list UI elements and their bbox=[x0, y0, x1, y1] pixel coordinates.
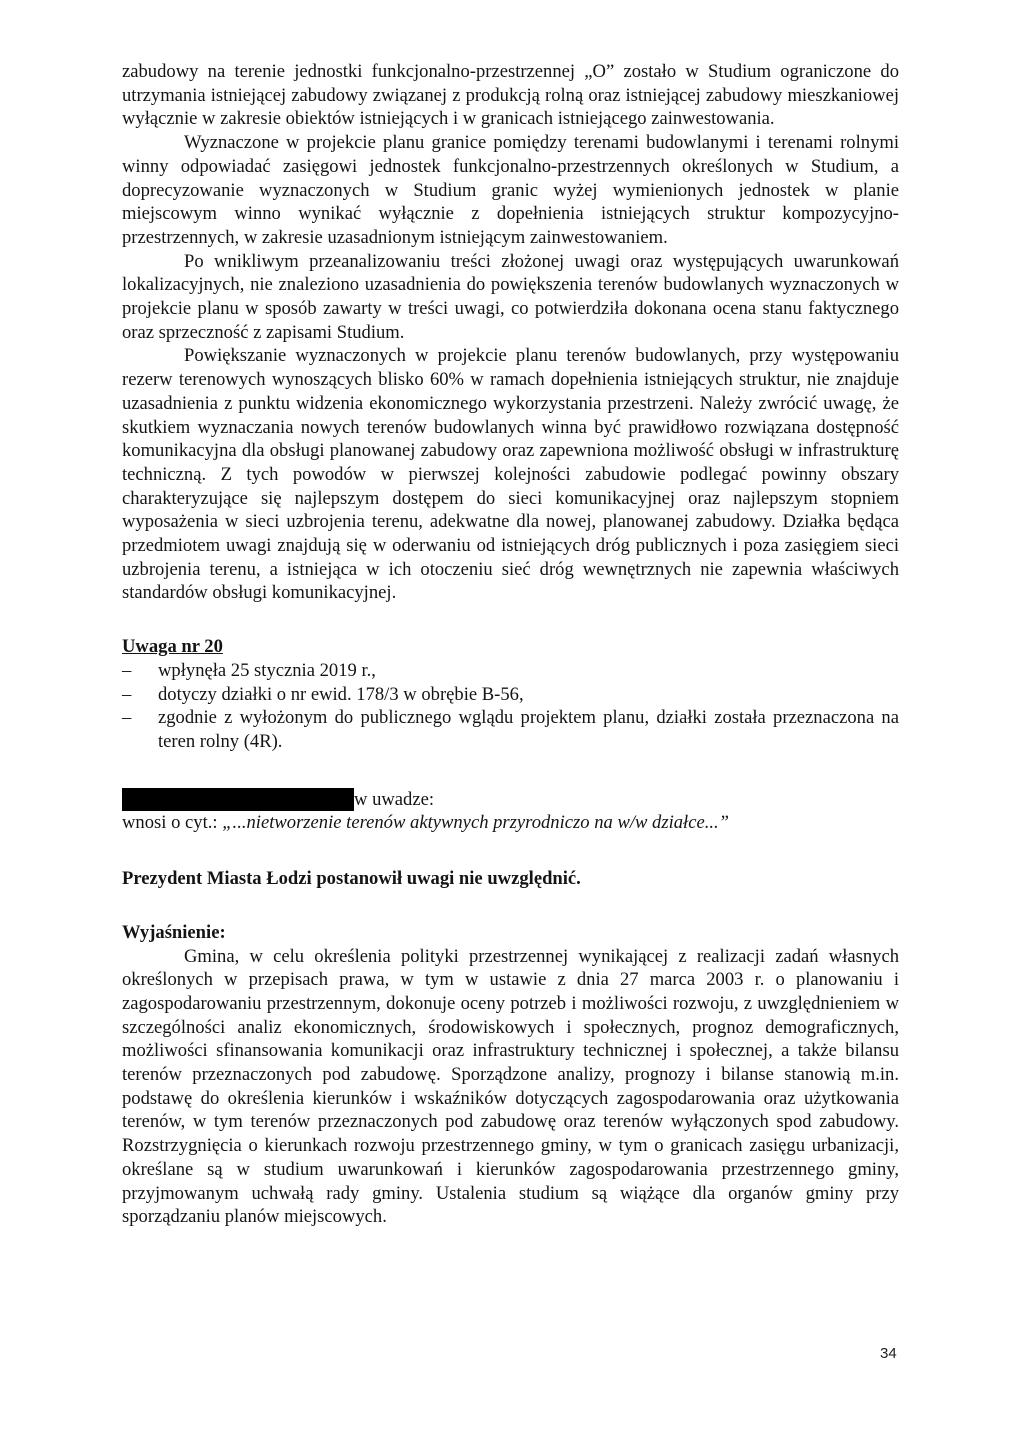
redacted-applicant-line bbox=[122, 788, 899, 812]
paragraph-reserves: Powiększanie wyznaczonych w projekcie planu terenów budowlanych, przy występowaniu rezerw terenowych wynoszących blisko 60% w ramach dopełnienia istniejących struktur, nie znajduje uzasadnienia z punktu widzenia ekonomicznego wykorzystania przestrzeni. Należy zwrócić uwagę, że skutkiem wyznaczania nowych terenów budowlanych winna być prawidłowo rozwiązana dostępność komunikacyjna dla obsługi planowanej zabudowy oraz zapewniona możliwość obsługi w infrastrukturę techniczną. Z tych powodów w pierwszej kolejności zabudowie podlegać powinny obszary charakteryzujące się najlepszym dostępem do sieci komunikacyjnej oraz najlepszym stopniem wyposażenia w sieci uzbrojenia terenu, adekwatne dla nowej, planowanej zabudowy. Działka będąca przedmiotem uwagi znajdują się w oderwaniu od istniejących dróg publicznych i poza zasięgiem sieci uzbrojenia terenu, a istniejąca w ich otoczeniu sieć dróg wewnętrznych nie zapewnia właściwych standardów obsługi komunikacyjnej. bbox=[122, 345, 899, 604]
paragraph-boundaries: Wyznaczone w projekcie planu granice pomiędzy terenami budowlanymi i terenami rolnymi winny odpowiadać zasięgowi jednostek funkcjonalno-przestrzennych określonych w Studium, a doprecyzowanie wyznaczonych w Studium granic wyżej wymienionych jednostek w planie miejscowym winno wynikać wyłącznie z dopełnienia istniejących struktur kompozycyjno-przestrzennych, w zakresie uzasadnionym istniejącym zainwestowaniem. bbox=[122, 132, 899, 248]
quote-line bbox=[122, 811, 899, 835]
document-page bbox=[122, 60, 899, 1229]
page-number: 34 bbox=[880, 1345, 897, 1362]
explanation-paragraph: Gmina, w celu określenia polityki przestrzennej wynikającej z realizacji zadań własnych określonych w przepisach prawa, w tym w ustawie z dnia 27 marca 2003 r. o planowaniu i zagospodarowaniu przestrzennym, dokonuje oceny potrzeb i możliwości rozwoju, z uwzględnieniem w szczególności analiz ekonomicznych, środowiskowych i społecznych, prognoz demograficznych, możliwości sfinansowania komunikacji oraz infrastruktury technicznej i społecznej, a także bilansu terenów przeznaczonych pod zabudowę. Sporządzone analizy, prognozy i bilanse stanowią m.in. podstawę do określenia kierunków i wskaźników dotyczących zagospodarowania oraz użytkowania terenów, w tym terenów przeznaczonych pod zabudowę oraz terenów wyłączonych spod zabudowy. Rozstrzygnięcia o kierunkach rozwoju przestrzennego gminy, w tym o granicach zasięgu urbanizacji, określane są w studium uwarunkowań i kierunków zagospodarowania przestrzennego gminy, przyjmowanym uchwałą rady gminy. Ustalenia studium są wiążące dla organów gminy przy sporządzaniu planów miejscowych. bbox=[122, 945, 899, 1228]
explanation-title: Wyjaśnienie: bbox=[122, 921, 226, 943]
paragraph-analysis: Po wnikliwym przeanalizowaniu treści złożonej uwagi oraz występujących uwarunkowań lokalizacyjnych, nie znaleziono uzasadnienia do powiększenia terenów budowlanych wyznaczonych w projekcie planu w sposób zawarty w treści uwagi, co potwierdziła dokonana ocena stanu faktycznego oraz sprzeczność z zapisami Studium. bbox=[122, 250, 899, 343]
paragraph-continuation: zabudowy na terenie jednostki funkcjonalno-przestrzennej „O” zostało w Studium ograniczone do utrzymania istniejącej zabudowy związanej z produkcją rolną oraz istniejącej zabudowy mieszkaniowej wyłącznie w zakresie obiektów istniejących i w granicach istniejącego zainwestowania. bbox=[122, 61, 899, 130]
quote-text: „...nietworzenie terenów aktywnych przyrodniczo na w/w działce...” bbox=[222, 812, 730, 834]
redacted-suffix: w uwadze: bbox=[354, 788, 435, 810]
list-item: – dotyczy działki o nr ewid. 178/3 w obrębie B-56, bbox=[122, 683, 899, 707]
redaction-block bbox=[122, 788, 354, 811]
list-item: – zgodnie z wyłożonym do publicznego wglądu projektem planu, działki została przeznaczona na teren rolny (4R). bbox=[122, 706, 899, 753]
section-heading: Uwaga nr 20 bbox=[122, 636, 223, 658]
decision-statement: Prezydent Miasta Łodzi postanowił uwagi nie uwzględnić. bbox=[122, 868, 581, 890]
quote-prefix: wnosi o cyt.: bbox=[122, 812, 223, 834]
remark-details-list bbox=[122, 659, 899, 754]
list-item: – wpłynęła 25 stycznia 2019 r., bbox=[122, 659, 899, 683]
